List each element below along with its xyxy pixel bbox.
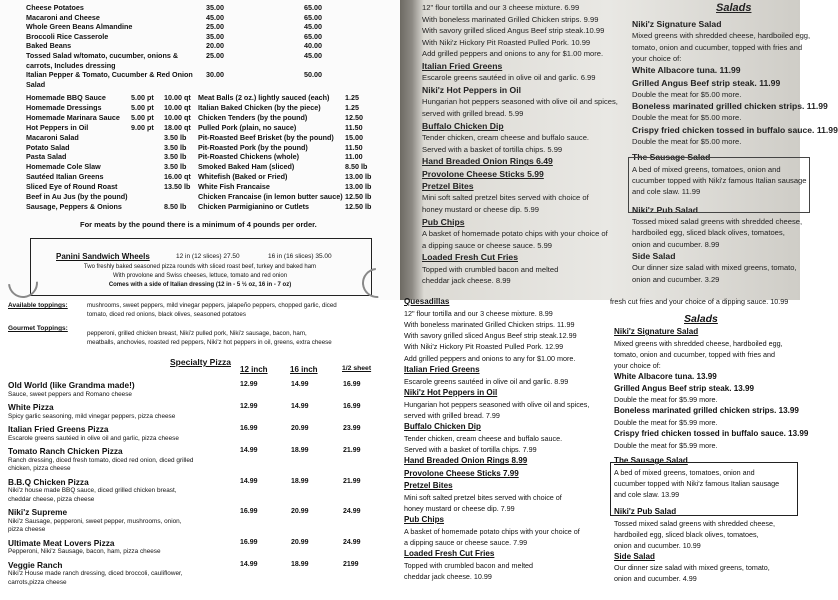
salad-desc: onion and cucumber. 10.99 (614, 540, 701, 550)
item-name: Sliced Eye of Round Roast (26, 182, 118, 192)
salad-desc: onion and cucumber. 8.99 (632, 239, 720, 249)
price-quart: 10.00 qt (164, 102, 191, 112)
salad-desc: onion and cucumber. 3.29 (632, 274, 720, 284)
price-quart: 3.50 lb (164, 162, 187, 172)
salad-desc: your choice of: (614, 360, 661, 370)
salads-heading: Salads (684, 313, 718, 325)
pizza-name: B.B.Q Chicken Pizza (8, 476, 89, 487)
item-name: Pulled Pork (plain, no sauce) (198, 122, 297, 132)
item-name: Meat Balls (2 oz.) lightly sauced (each) (198, 93, 330, 102)
salad-desc: and cole slaw. 13.99 (614, 489, 680, 499)
price-quart: 18.00 qt (164, 122, 191, 132)
item-name: Macaroni and Cheese (26, 12, 100, 22)
price-16-inch: 18.99 (291, 447, 309, 454)
item-name: Salad (26, 79, 46, 89)
salad-desc: Double the meat for $5.99 more. (614, 395, 718, 405)
price-12-inch: 14.99 (240, 447, 258, 454)
menu-item-desc: Tender chicken, cream cheese and buffalo sauce. (422, 133, 590, 142)
pizza-name: Old World (like Grandma made!) (8, 380, 135, 390)
gourmet-toppings-list: pepperoni, grilled chicken breast, Niki'z pulled pork, Niki'z sausage, bacon, ham, (87, 330, 307, 337)
item-name: Potato Salad (26, 142, 70, 152)
gourmet-toppings-list: meatballs, anchovies, roasted red peppers, Niki'z hot peppers in oil, greens, extra cheese (87, 339, 332, 346)
item-name: Pit-Roasted Beef Brisket (by the pound) (198, 132, 334, 142)
menu-item-desc: served with grilled bread. 5.99 (422, 109, 524, 118)
menu-item-desc: cheddar jack cheese. 10.99 (404, 572, 492, 582)
col-12-inch: 12 inch (240, 365, 268, 374)
item-name: Baked Beans (26, 41, 72, 51)
price-quart: 8.50 lb (164, 201, 187, 211)
available-toppings-list: mushrooms, sweet peppers, mild vinegar peppers, jalapeño peppers, chopped garlic, diced (87, 302, 337, 309)
menu-item-title: Italian Fried Greens (422, 61, 503, 71)
salad-desc: Mixed greens with shredded cheese, hardboiled egg, (614, 338, 783, 348)
salad-desc: hardboiled egg, sliced black olives, tomatoes, (614, 529, 759, 539)
salad-desc: tomato, onion and cucumber, topped with fries and (632, 42, 803, 52)
price-quart: 10.00 qt (164, 93, 191, 102)
pizza-desc: Escarole greens sautéed in olive oil and garlic, pizza cheese (8, 434, 179, 442)
item-price: 11.00 (345, 152, 363, 162)
salad-desc: Double the meat for $5.99 more. (614, 418, 718, 428)
salad-desc: Double the meat for $5.00 more. (632, 137, 742, 146)
menu-item-title: Hand Breaded Onion Rings 6.49 (422, 156, 553, 167)
menu-item-desc: served with grilled bread. 7.99 (404, 411, 500, 420)
menu-item-desc: Hungarian hot peppers seasoned with olive oil and spices, (404, 399, 590, 409)
appetizers-salads-page (400, 297, 809, 600)
menu-item-desc: Served with a basket of tortilla chips. 7.99 (404, 445, 537, 455)
menu-item-title: Buffalo Chicken Dip (404, 422, 481, 432)
menu-item-desc: Add grilled peppers and onions to any for $1.00 more. (404, 353, 576, 363)
menu-item-desc: a dipping sauce or cheese sauce. 7.99 (404, 538, 528, 548)
price-12-inch: 16.99 (240, 425, 258, 432)
item-name: Pit-Roasted Chickens (whole) (198, 152, 300, 162)
pizza-desc: Ranch dressing, diced fresh tomato, diced red onion, diced grilled (8, 456, 194, 464)
price-12-inch: 16.99 (240, 508, 258, 515)
price-16-inch: 20.99 (291, 508, 309, 515)
item-name: Pasta Salad (26, 152, 67, 162)
salad-title: Niki'z Pub Salad (614, 506, 677, 516)
price-quart: 10.00 qt (164, 112, 191, 122)
menu-item-desc: Hungarian hot peppers seasoned with olive oil and spices, (422, 97, 618, 107)
menu-item-desc: With boneless marinated Grilled Chicken strips. 9.99 (422, 14, 599, 24)
item-name: Homemade Dressings (26, 102, 102, 112)
pizza-desc: Niki'z Sausage, pepperoni, sweet pepper, mushrooms, onion, (8, 517, 182, 525)
salad-title: White Albacore tuna. 13.99 (614, 371, 717, 381)
salad-desc: Our dinner size salad with mixed greens, tomato, (632, 263, 797, 273)
item-name: Tossed Salad w/tomato, cucumber, onions & (26, 51, 179, 60)
price-full-pan: 65.00 (304, 31, 322, 41)
price-16-inch: 18.99 (291, 560, 309, 568)
price-half-pan: 20.00 (206, 41, 224, 51)
price-pint: 5.00 pt (131, 93, 154, 102)
salad-title: Niki'z Pub Salad (632, 204, 699, 215)
item-price: 15.00 (345, 132, 363, 142)
item-price: 12.50 (345, 112, 363, 122)
menu-item-title: Provolone Cheese Sticks 5.99 (422, 168, 544, 179)
item-name: Pit-Roasted Pork (by the pound) (198, 142, 308, 152)
gourmet-toppings-label: Gourmet Toppings: (8, 325, 68, 332)
salad-title: Side Salad (632, 251, 676, 262)
price-quart: 13.50 lb (164, 182, 191, 192)
salad-desc: Mixed greens with shredded cheese, hardboiled egg, (632, 31, 811, 41)
menu-item-desc: a dipping sauce or cheese sauce. 5.99 (422, 240, 553, 250)
item-name: Italian Baked Chicken (by the piece) (198, 102, 321, 112)
price-16-inch: 14.99 (291, 381, 309, 388)
menu-item-desc: A basket of homemade potato chips with your choice of (404, 527, 580, 536)
menu-item-desc: Tender chicken, cream cheese and buffalo sauce. (404, 434, 563, 444)
item-name: Chicken Parmigianino or Cutlets (198, 201, 310, 211)
price-half-sheet: 21.99 (343, 447, 361, 454)
price-half-sheet: 16.99 (343, 381, 361, 388)
item-price: 12.50 lb (345, 192, 372, 201)
item-price: 11.50 (345, 122, 363, 132)
panini-desc: With provolone and Swiss cheeses, lettuce, tomato and red onion (112, 273, 288, 279)
item-name: carrots, Includes dressing (26, 60, 116, 70)
menu-item-desc: With savory grilled sliced Angus Beef strip steak.10.99 (422, 26, 605, 36)
pizza-name: Tomato Ranch Chicken Pizza (8, 446, 123, 456)
menu-item-title: Loaded Fresh Cut Fries (404, 549, 495, 559)
item-name: Sausage, Peppers & Onions (26, 201, 122, 211)
menu-item-desc: 12" flour tortilla and our 3 cheese mixture. 6.99 (422, 3, 580, 12)
salad-title: Crispy fried chicken tossed in buffalo sauce. 11.99 (632, 124, 838, 135)
price-half-sheet: 21.99 (343, 477, 361, 485)
menu-item-desc: With boneless marinated Grilled Chicken strips. 11.99 (404, 320, 575, 330)
pizza-desc: chicken, pizza cheese (8, 465, 71, 472)
item-name: Chicken Francaise (in lemon butter sauce) (198, 192, 343, 201)
price-pint: 5.00 pt (131, 112, 154, 122)
price-half-pan: 35.00 (206, 3, 224, 12)
price-full-pan: 65.00 (304, 12, 322, 22)
menu-item-title: Quesadillas (404, 297, 450, 306)
menu-item-desc: With Niki'z Hickory Pit Roasted Pulled Pork. 10.99 (422, 37, 591, 47)
salad-title: The Sausage Salad (632, 152, 711, 163)
pizza-name: White Pizza (8, 402, 54, 412)
available-toppings-label: Available toppings: (8, 302, 68, 309)
item-name: Whole Green Beans Almandine (26, 22, 133, 32)
menu-item-desc: Topped with crumbled bacon and melted (422, 264, 559, 274)
price-12-inch: 12.99 (240, 403, 258, 410)
price-full-pan: 45.00 (304, 22, 322, 32)
price-full-pan: 45.00 (304, 51, 322, 60)
menu-item-title: Pretzel Bites (422, 181, 474, 191)
menu-item-title: Pub Chips (404, 514, 445, 524)
menu-item-title: Hand Breaded Onion Rings 8.99 (404, 456, 528, 466)
pizza-desc: Niki'z House made ranch dressing, diced broccoli, cauliflower, (8, 570, 183, 577)
salad-title: Niki'z Signature Salad (614, 327, 699, 336)
price-half-sheet: 24.99 (343, 508, 361, 515)
catering-price-list (0, 0, 400, 300)
menu-item-title: Provolone Cheese Sticks 7.99 (404, 468, 519, 478)
price-pint: 9.00 pt (131, 122, 154, 132)
item-name: Italian Pepper & Tomato, Cucumber & Red Onion (26, 70, 193, 80)
price-quart: 16.00 qt (164, 172, 191, 182)
item-name: Homemade Marinara Sauce (26, 112, 120, 122)
menu-item-desc: honey mustard or cheese dip. 7.99 (404, 503, 515, 513)
price-half-sheet: 24.99 (343, 538, 361, 546)
price-12-inch: 14.99 (240, 560, 258, 568)
item-name: White Fish Francaise (198, 182, 270, 192)
price-half-sheet: 16.99 (343, 403, 361, 410)
pizza-desc: carrots,pizza cheese (8, 578, 67, 586)
salad-desc: and cole slaw. 11.99 (632, 187, 701, 197)
menu-item-desc: 12" flour tortilla and our 3 cheese mixture. 8.99 (404, 309, 553, 319)
price-full-pan: 65.00 (304, 3, 322, 12)
menu-item-title: Buffalo Chicken Dip (422, 120, 504, 131)
menu-item-title: Niki'z Hot Peppers in Oil (422, 85, 521, 95)
menu-item-desc: Escarole greens sautéed in olive oil and garlic. 6.99 (422, 73, 596, 83)
item-name: Broccoli Rice Casserole (26, 31, 109, 41)
price-pint: 5.00 pt (131, 102, 154, 112)
menu-item-title: Niki'z Hot Peppers in Oil (404, 387, 498, 397)
price-half-pan: 45.00 (206, 12, 224, 22)
price-12-inch: 14.99 (240, 477, 258, 485)
salad-desc: Double the meat for $5.00 more. (632, 89, 742, 99)
menu-item-desc: A basket of homemade potato chips with your choice of (422, 229, 608, 238)
menu-item-desc: honey mustard or cheese dip. 5.99 (422, 205, 539, 214)
item-price: 8.50 lb (345, 162, 368, 172)
salad-desc: tomato, onion and cucumber, topped with fries and (614, 349, 776, 359)
pizza-menu-page (0, 300, 400, 600)
panini-price-12: 12 in (12 slices) 27.50 (176, 253, 240, 260)
pizza-desc: Pepperoni, Niki'z Sausage, bacon, ham, pizza cheese (8, 548, 161, 555)
menu-item-desc: cheddar jack cheese. 8.99 (422, 276, 511, 286)
price-12-inch: 16.99 (240, 538, 258, 546)
pizza-desc: cheddar cheese, pizza cheese (8, 495, 95, 503)
menu-item-desc: Mini soft salted pretzel bites served with choice of (404, 492, 562, 502)
minimum-order-note: For meats by the pound there is a minimum of 4 pounds per order. (80, 220, 317, 229)
salad-title: White Albacore tuna. 11.99 (632, 65, 741, 76)
panini-desc: Comes with a side of Italian dressing (12 in - 5 ½ oz, 16 in - 7 oz) (108, 282, 292, 288)
salad-desc: cucumber topped with Niki'z famous Italian sausage (632, 176, 807, 185)
panini-desc: Two freshly baked seasoned pizza rounds with sliced roast beef, turkey and baked ham (83, 264, 317, 270)
sausage-salad-box (628, 157, 810, 213)
item-name: Chicken Tenders (by the pound) (198, 112, 308, 122)
item-name: Macaroni Salad (26, 132, 79, 142)
pizza-desc: pizza cheese (8, 526, 46, 533)
salad-desc: your choice of: (632, 54, 682, 63)
salad-title: Grilled Angus Beef strip steak. 13.99 (614, 383, 755, 393)
price-16-inch: 18.99 (291, 477, 309, 485)
price-16-inch: 14.99 (291, 403, 309, 410)
photo-menu-page (400, 0, 838, 300)
salad-title: Niki'z Signature Salad (632, 19, 722, 29)
pizza-desc: Niki'z house made BBQ sauce, diced grilled chicken breast, (8, 487, 177, 494)
col-16-inch: 16 inch (290, 365, 318, 374)
salad-title: Grilled Angus Beef strip steak. 11.99 (632, 77, 781, 88)
menu-item-desc: Escarole greens sautéed in olive oil and garlic. 8.99 (404, 376, 569, 386)
sausage-salad-box (610, 462, 798, 516)
salad-desc: Our dinner size salad with mixed greens, tomato, (614, 563, 770, 573)
pizza-desc: Spicy garlic seasoning, mild vinegar peppers, pizza cheese (8, 412, 176, 420)
price-quart: 3.50 lb (164, 142, 187, 152)
item-name: Smoked Baked Ham (sliced) (198, 162, 295, 172)
salad-desc: Tossed mixed salad greens with shredded cheese, (632, 217, 803, 226)
pizza-name: Ultimate Meat Lovers Pizza (8, 537, 115, 548)
item-name: Cheese Potatoes (26, 3, 84, 12)
col-half-sheet: 1/2 sheet (342, 365, 372, 372)
fries-desc-line: fresh cut fries and your choice of a dipping sauce. 10.99 (610, 297, 789, 306)
price-16-inch: 20.99 (291, 425, 309, 432)
salad-title: Crispy fried chicken tossed in buffalo sauce. 13.99 (614, 429, 809, 439)
price-half-pan: 35.00 (206, 31, 224, 41)
menu-item-title: Pretzel Bites (404, 480, 453, 490)
price-16-inch: 20.99 (291, 538, 309, 546)
panini-price-16: 16 in (16 slices) 35.00 (268, 253, 332, 260)
price-half-pan: 25.00 (206, 22, 224, 32)
price-half-pan: 25.00 (206, 51, 224, 60)
menu-item-title: Pub Chips (422, 216, 465, 227)
pizza-name: Veggie Ranch (8, 559, 63, 570)
salad-title: Boneless marinated grilled chicken strips. 11.99 (632, 101, 828, 112)
price-quart: 3.50 lb (164, 152, 187, 162)
price-full-pan: 50.00 (304, 70, 322, 80)
menu-item-desc: With Niki'z Hickory Pit Roasted Pulled Pork. 12.99 (404, 342, 564, 352)
specialty-pizza-title: Specialty Pizza (170, 357, 231, 367)
item-name: Beef in Au Jus (by the pound) (26, 192, 128, 201)
salads-heading: Salads (716, 2, 752, 14)
item-price: 1.25 (345, 93, 359, 102)
menu-item-desc: Topped with crumbled bacon and melted (404, 561, 534, 571)
salad-desc: Tossed mixed salad greens with shredded cheese, (614, 518, 776, 528)
price-full-pan: 40.00 (304, 41, 322, 51)
menu-item-title: Italian Fried Greens (404, 364, 480, 374)
pizza-name: Niki'z Supreme (8, 507, 68, 517)
salad-desc: A bed of mixed greens, tomatoes, onion and (632, 164, 781, 174)
salad-desc: hardboiled egg, sliced black olives, tomatoes, (632, 228, 785, 238)
price-half-sheet: 2199 (343, 560, 359, 568)
item-name: Hot Peppers in Oil (26, 122, 89, 132)
item-price: 13.00 lb (345, 182, 372, 192)
menu-item-desc: With savory grilled sliced Angus Beef strip steak.12.99 (404, 331, 577, 341)
price-quart: 3.50 lb (164, 132, 187, 142)
item-name: Whitefish (Baked or Fried) (198, 172, 288, 182)
salad-title: The Sausage Salad (614, 456, 688, 465)
menu-item-title: Loaded Fresh Cut Fries (422, 252, 518, 263)
panini-title: Panini Sandwich Wheels (56, 252, 150, 261)
menu-item-desc: Served with a basket of tortilla chips. 5.99 (422, 144, 563, 154)
salad-desc: Double the meat for $5.00 more. (632, 113, 742, 123)
price-half-pan: 30.00 (206, 70, 224, 80)
salad-title: Boneless marinated grilled chicken strips. 13.99 (614, 406, 799, 416)
pizza-desc: Sauce, sweet peppers and Romano cheese (8, 390, 132, 398)
item-price: 11.50 (345, 142, 363, 152)
menu-item-desc: Add grilled peppers and onions to any for $1.00 more. (422, 49, 604, 59)
salad-desc: onion and cucumber. 4.99 (614, 574, 697, 584)
item-price: 1.25 (345, 102, 359, 112)
item-price: 12.50 lb (345, 201, 372, 211)
item-price: 13.00 lb (345, 172, 372, 182)
pizza-name: Italian Fried Greens Pizza (8, 424, 109, 434)
item-name: Homemade BBQ Sauce (26, 93, 106, 102)
available-toppings-list: tomato, diced red onions, black olives, seasoned potatoes (87, 311, 246, 318)
price-12-inch: 12.99 (240, 381, 258, 388)
salad-desc: Double the meat for $5.99 more. (614, 441, 718, 450)
item-name: Sautéed Italian Greens (26, 172, 104, 182)
price-half-sheet: 23.99 (343, 425, 361, 432)
item-name: Homemade Cole Slaw (26, 162, 101, 172)
salad-title: Side Salad (614, 551, 655, 561)
menu-item-desc: Mini soft salted pretzel bites served with choice of (422, 193, 589, 203)
salad-desc: cucumber topped with Niki'z famous Italian sausage (614, 478, 780, 488)
salad-desc: A bed of mixed greens, tomatoes, onion and (614, 467, 755, 477)
